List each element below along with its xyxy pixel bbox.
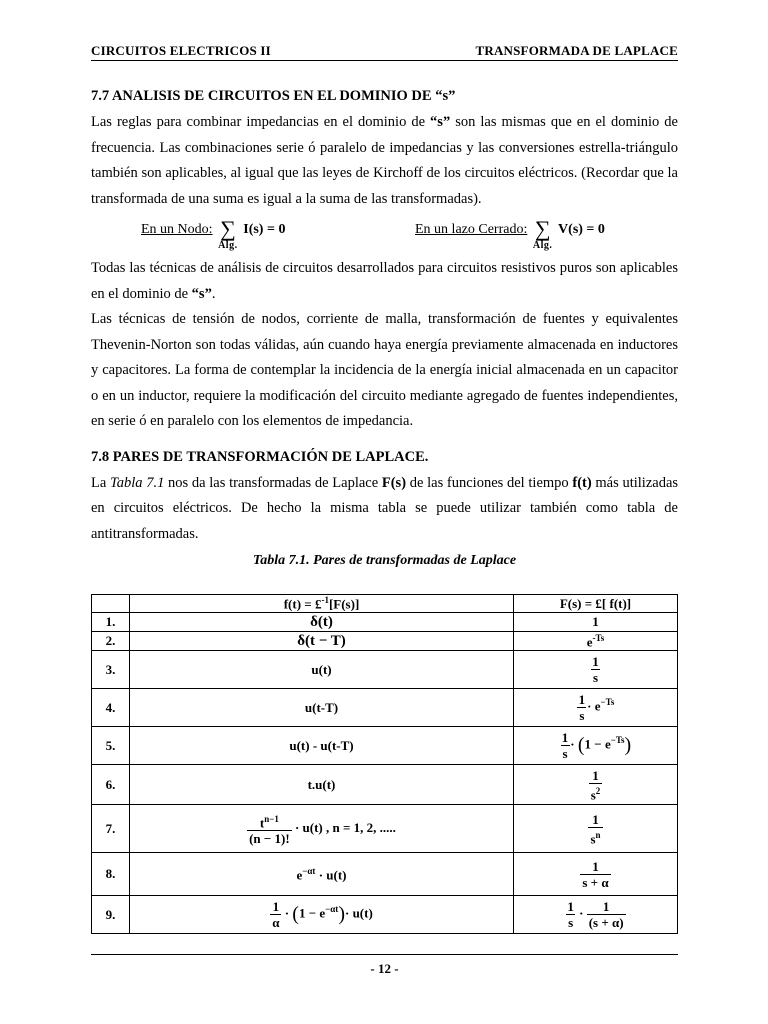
sigma-icon: ∑ Alg. [218, 216, 238, 251]
kirchhoff-equations [91, 212, 678, 256]
page-body [91, 86, 678, 569]
table-row: 2. δ(t − T) $e^{-Ts}$ [92, 632, 678, 651]
section-7-7-paragraph-1: Las reglas para combinar impedancias en el dominio de “s” son las mismas que en el dominio de frecuencia. Las combinaciones serie ó paralelo de impedancias y las conversiones estrella-triángulo también son aplicables, al igual que las leyes de Kirchoff de los circuitos eléctricos. (Recordar que la transformada de una suma es igual a la suma de las transformadas). [91, 114, 678, 207]
table-header-row [92, 595, 678, 613]
section-7-8-title: 7.8 PARES DE TRANSFORMACIÓN DE LAPLACE. [91, 448, 429, 465]
section-7-7-title: 7.7 ANALISIS DE CIRCUITOS EN EL DOMINIO DE “s” [91, 88, 456, 104]
section-7-8-paragraph: La Tabla 7.1 nos da las transformadas de Laplace F(s) de las funciones del tiempo f(t) más utilizadas en circuitos eléctricos. De hecho la misma tabla se puede utilizar también como tabla de antitransformadas. [91, 474, 679, 542]
node-equation: En un Nodo: ∑ Alg. I(s) = 0 [141, 216, 286, 251]
laplace-table [91, 594, 678, 934]
table-row: 8. $e^{-\alpha t} \cdot u(t)$ $\frac{1}{s + \alpha}$ [92, 853, 678, 896]
table-row: 3. u(t) $\frac{1}{s}$ [92, 651, 678, 689]
table-row: 5. u(t) - u(t-T) $\frac{1}{s}$ · $(1 - e^{-Ts})$ [92, 727, 678, 765]
table-caption: Tabla 7.1. Pares de transformadas de Laplace [252, 553, 517, 568]
table-row: 4. u(t-T) $\frac{1}{s}$ · $e^{-Ts}$ [92, 689, 678, 727]
sigma-icon: ∑ Alg. [532, 216, 553, 251]
header-course-title: CIRCUITOS ELECTRICOS II [91, 43, 271, 58]
col-header-Fs: F(s) = £[ f(t)] [514, 595, 678, 613]
table-row: 9. $\frac{1}{\alpha}$ · $(1 - e^{-\alpha t})\cdot u(t)$ $\frac{1}{s}$ · $\frac{1}{(s + \alpha)}$ [92, 896, 678, 934]
section-7-7-paragraph-3: Las técnicas de tensión de nodos, corriente de malla, transformación de fuentes y equivalentes Thevenin-Norton son todas válidas, aún cuando haya energía previamente almacenada en inductores y capacitores. La forma de contemplar la incidencia de la energía inicial almacenada en un capacitor o en un inductor, requiere la modificación del circuito mediante agregado de fuentes independientes, en serie ó en paralelo con los elementos de impedancia. [91, 311, 678, 429]
table-row: 6. t.u(t) $\frac{1}{s^2}$ [92, 765, 678, 805]
page-header [91, 40, 678, 61]
table-row: 7. $\frac{t^{n-1}}{(n - 1)!}$ · u(t) , n = 1, 2, ..... $\frac{1}{s^n}$ [92, 805, 678, 853]
page-number: - 12 - [91, 954, 678, 977]
header-chapter-title: TRANSFORMADA DE LAPLACE [475, 43, 678, 58]
section-7-7-paragraph-2: Todas las técnicas de análisis de circuitos desarrollados para circuitos resistivos puros son aplicables en el dominio de “s”. [91, 260, 678, 302]
table-row: 1. δ(t) 1 [92, 613, 678, 632]
loop-equation: En un lazo Cerrado: ∑ Alg. V(s) = 0 [415, 216, 605, 251]
col-header-ft: f(t) = £$^{-1}$[F(s)] [130, 595, 514, 613]
